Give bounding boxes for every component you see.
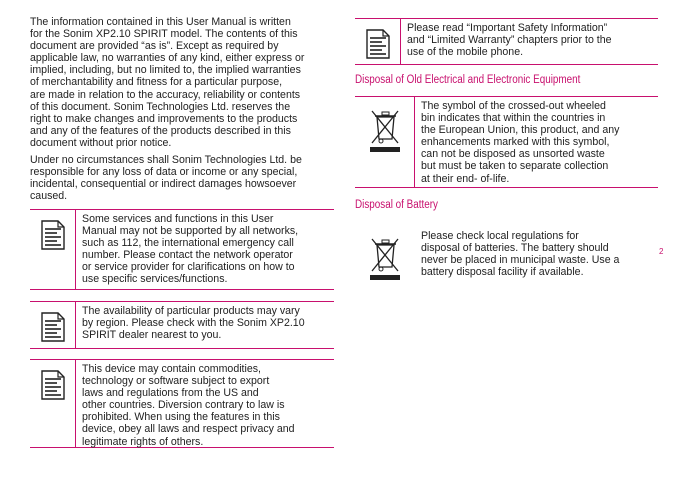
text-line: incidental, consequential or indirect damages howsoever	[30, 178, 297, 191]
text-line: battery disposal facility if available.	[421, 266, 584, 279]
text-line: document are provided “as is”. Except as required by	[30, 40, 279, 53]
weee-heading: Disposal of Old Electrical and Electronic Equipment	[355, 74, 581, 86]
text-line: and any of the features of the products described in this	[30, 124, 291, 137]
note-export-text	[76, 360, 301, 447]
note-read-safety	[355, 18, 658, 65]
text-line: use specific services/functions.	[82, 273, 228, 286]
text-line: or service provider for clarifications on how to	[82, 261, 295, 274]
text-line: never be placed in municipal waste. Use a	[421, 254, 620, 267]
page-number: 2	[659, 247, 664, 256]
text-line: Manual may not be supported by all networks,	[82, 225, 299, 238]
text-line: SPIRIT dealer nearest to you.	[82, 329, 222, 342]
document-icon	[41, 370, 65, 400]
text-line: enhancements marked with this symbol,	[421, 136, 610, 149]
text-line: applicable law, no warranties of any kind, either express or	[30, 52, 305, 65]
text-line: can not be disposed as unsorted waste	[421, 148, 605, 161]
note-availability	[30, 301, 334, 349]
text-line: Please check local regulations for	[421, 230, 579, 242]
weee-box	[355, 96, 658, 188]
text-line: of merchantability and fitness for a particular purpose,	[30, 76, 283, 89]
text-line: right to make changes and improvements to the products	[30, 112, 298, 125]
text-line: of this document. Sonim Technologies Ltd. reserves the	[30, 100, 291, 113]
text-line: disposal of batteries. The battery should	[421, 242, 609, 255]
text-line: number. Please contact the network operator	[82, 249, 293, 262]
text-line: Under no circumstances shall Sonim Technologies Ltd. be	[30, 154, 302, 166]
text-line: This device may contain commodities,	[82, 363, 261, 375]
text-line: responsible for any loss of data or income or any special,	[30, 166, 298, 179]
text-line: Please read “Important Safety Information”	[407, 22, 608, 34]
document-icon	[41, 220, 65, 250]
text-line: laws and regulations from the US and	[82, 387, 259, 400]
text-line: The symbol of the crossed-out wheeled	[421, 100, 606, 112]
disclaimer-paragraph	[30, 16, 342, 149]
text-line: the European Union, this product, and any	[421, 124, 620, 137]
text-line: by region. Please check with the Sonim XP2.10	[82, 317, 305, 330]
text-line: The availability of particular products may vary	[82, 305, 300, 317]
liability-paragraph	[30, 154, 342, 202]
crossed-out-wheeled-bin-icon	[369, 233, 401, 281]
text-line: caused.	[30, 190, 68, 203]
text-line: implied, including, but no limited to, the implied warranties	[30, 64, 301, 77]
note-availability-text	[76, 302, 311, 348]
text-line: prohibited. When using the features in this	[82, 411, 280, 424]
text-line: use of the mobile phone.	[407, 46, 524, 59]
crossed-out-wheeled-bin-icon	[369, 105, 401, 153]
document-icon	[41, 312, 65, 342]
text-line: technology or software subject to export	[82, 375, 270, 388]
note-services	[30, 209, 334, 290]
text-line: legitimate rights of others.	[82, 435, 204, 448]
battery-box	[355, 229, 658, 281]
text-line: and “Limited Warranty” chapters prior to the	[407, 34, 612, 47]
text-line: such as 112, the international emergency call	[82, 237, 294, 250]
note-export	[30, 359, 334, 448]
text-line: but must be taken to separate collection	[421, 160, 609, 173]
text-line: device, obey all laws and respect privacy and	[82, 423, 295, 436]
text-line: other countries. Diversion contrary to law is	[82, 399, 285, 412]
weee-text	[415, 97, 625, 187]
text-line: bin indicates that within the countries in	[421, 112, 606, 125]
note-services-text	[76, 210, 304, 289]
text-line: for the Sonim XP2.10 SPIRIT model. The contents of this	[30, 28, 298, 41]
text-line: Some services and functions in this User	[82, 213, 274, 225]
text-line: are made in relation to the accuracy, reliability or contents	[30, 88, 301, 101]
text-line: at their end- of-life.	[421, 172, 510, 185]
battery-heading: Disposal of Battery	[355, 199, 439, 211]
text-line: document without prior notice.	[30, 136, 172, 149]
text-line: The information contained in this User Manual is written	[30, 16, 291, 28]
note-read-safety-text	[401, 19, 618, 64]
document-icon	[366, 29, 390, 59]
battery-text	[415, 229, 625, 281]
